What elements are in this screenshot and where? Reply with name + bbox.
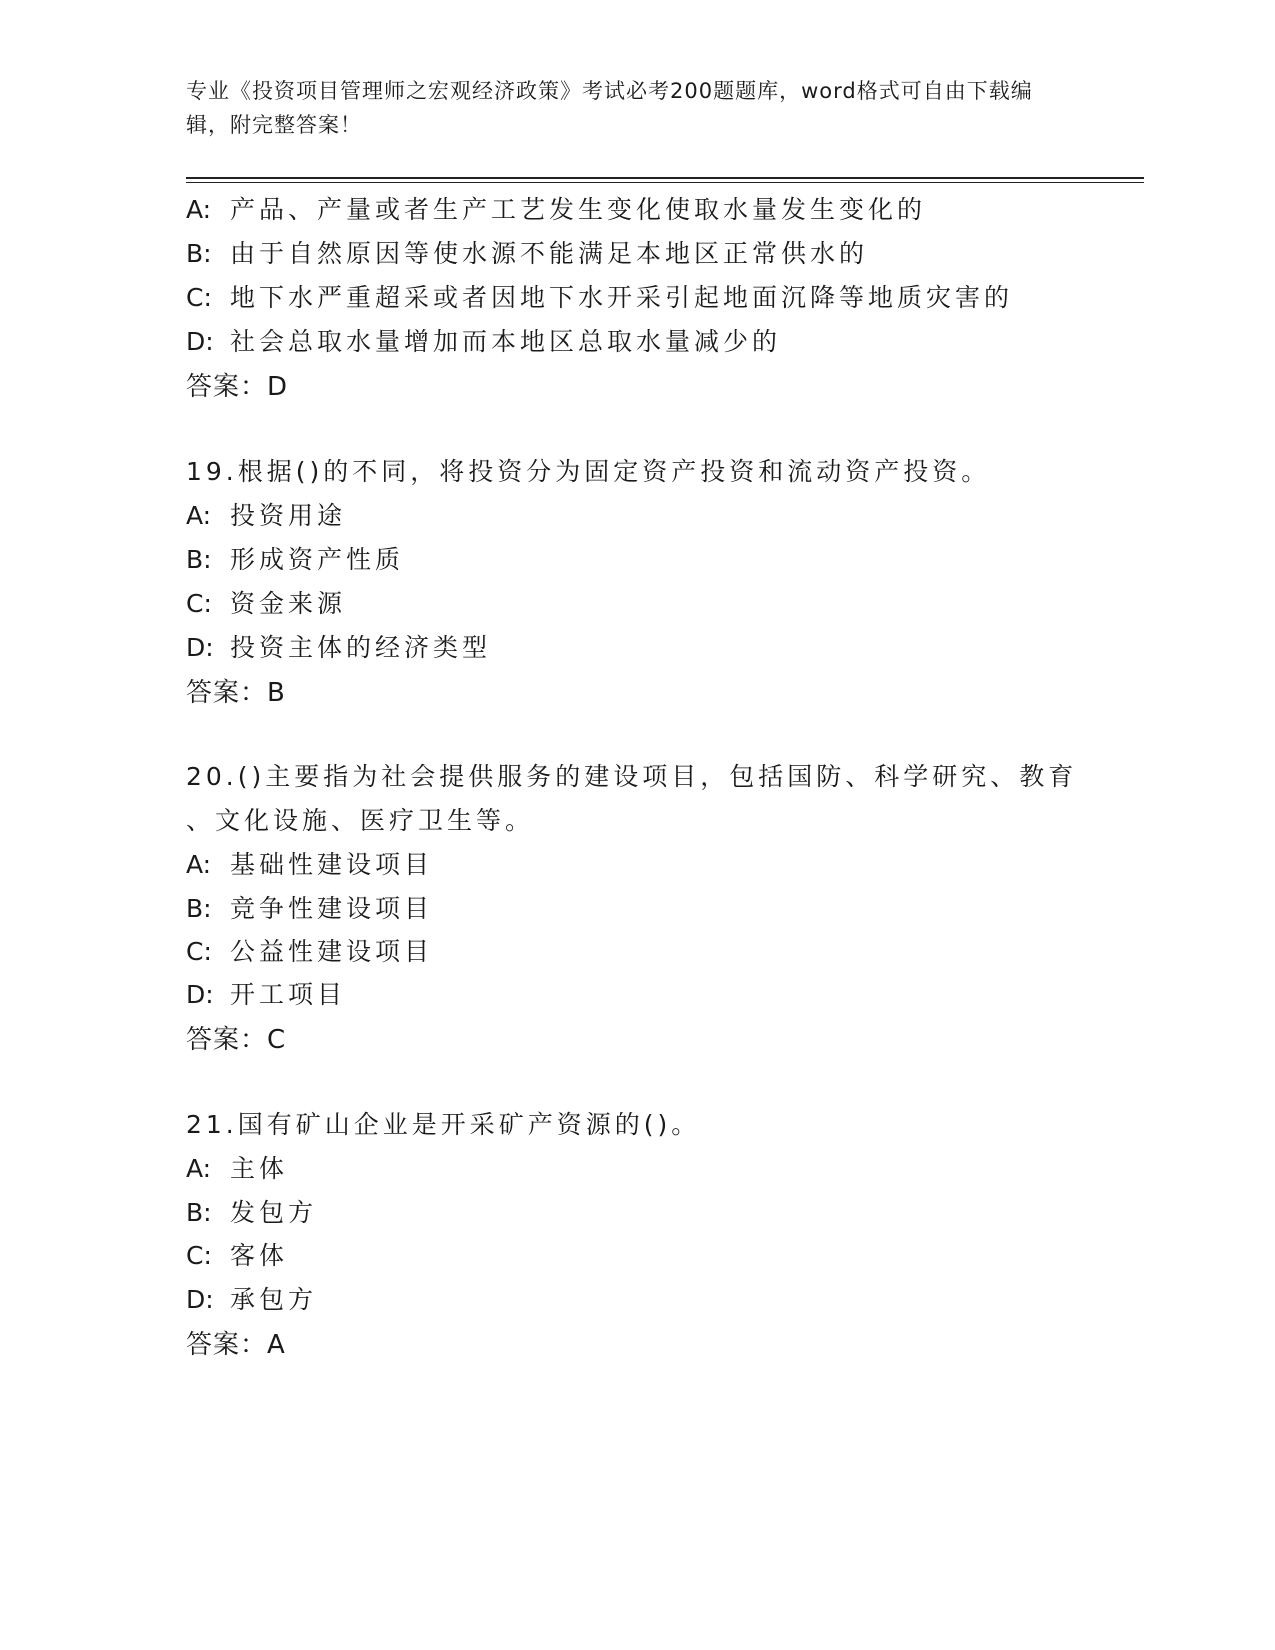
q18-option-b [186,234,868,270]
q20-option-d [186,975,346,1011]
header-divider-thin [186,182,1144,183]
q21-option-d [186,1280,317,1316]
option-prefix: A: [186,195,212,224]
option-text: 产品、产量或者生产工艺发生变化使取水量发生变化的 [230,195,927,224]
option-text: 由于自然原因等使水源不能满足本地区正常供水的 [230,239,869,268]
q18-option-a [186,190,926,226]
q18-answer: 答案：D [186,372,289,402]
option-prefix: B: [186,1198,212,1227]
option-prefix: D: [186,327,214,356]
option-text: 公益性建设项目 [230,937,434,966]
option-text: 主体 [230,1154,289,1183]
option-text: 基础性建设项目 [230,850,434,879]
option-text: 形成资产性质 [230,545,405,574]
document-header: 专业《投资项目管理师之宏观经济政策》考试必考200题题库，word格式可自由下载编辑，附完整答案！ [186,79,1033,137]
q20-option-a [186,845,433,881]
option-text: 竞争性建设项目 [230,894,434,923]
q20-question-line2: 、文化设施、医疗卫生等。 [186,806,535,835]
option-prefix: B: [186,894,212,923]
q18-option-c [186,278,1013,314]
option-text: 承包方 [230,1285,318,1314]
option-prefix: A: [186,1154,212,1183]
q20-answer: 答案：C [186,1025,287,1055]
q20-question-line1: 20.()主要指为社会提供服务的建设项目，包括国防、科学研究、教育 [186,762,1078,791]
option-text: 资金来源 [230,589,347,618]
option-text: 客体 [230,1241,289,1270]
option-prefix: D: [186,980,214,1009]
option-text: 投资主体的经济类型 [230,633,492,662]
q19-option-b [186,540,404,576]
option-text: 社会总取水量增加而本地区总取水量减少的 [230,327,782,356]
q19-option-c [186,584,346,620]
option-prefix: D: [186,1285,214,1314]
q19-answer: 答案：B [186,678,286,708]
option-text: 地下水严重超采或者因地下水开采引起地面沉降等地质灾害的 [230,283,1014,312]
option-text: 投资用途 [230,501,347,530]
option-prefix: A: [186,850,212,879]
option-prefix: B: [186,239,212,268]
option-prefix: A: [186,501,212,530]
q20-option-b [186,889,433,925]
option-text: 发包方 [230,1198,318,1227]
q21-option-a [186,1149,288,1185]
header-divider-thick [186,177,1144,179]
q21-option-b [186,1193,317,1229]
option-prefix: B: [186,545,212,574]
q18-option-d [186,322,781,358]
option-prefix: C: [186,283,212,312]
q19-option-d [186,628,491,664]
q19-question: 19.根据()的不同，将投资分为固定资产投资和流动资产投资。 [186,457,991,486]
option-prefix: C: [186,937,212,966]
option-text: 开工项目 [230,980,347,1009]
option-prefix: D: [186,633,214,662]
q20-option-c [186,932,433,968]
q21-answer: 答案：A [186,1330,286,1360]
q21-option-c [186,1236,288,1272]
q19-option-a [186,496,346,532]
q21-question: 21.国有矿山企业是开采矿产资源的()。 [186,1110,701,1139]
option-prefix: C: [186,589,212,618]
option-prefix: C: [186,1241,212,1270]
